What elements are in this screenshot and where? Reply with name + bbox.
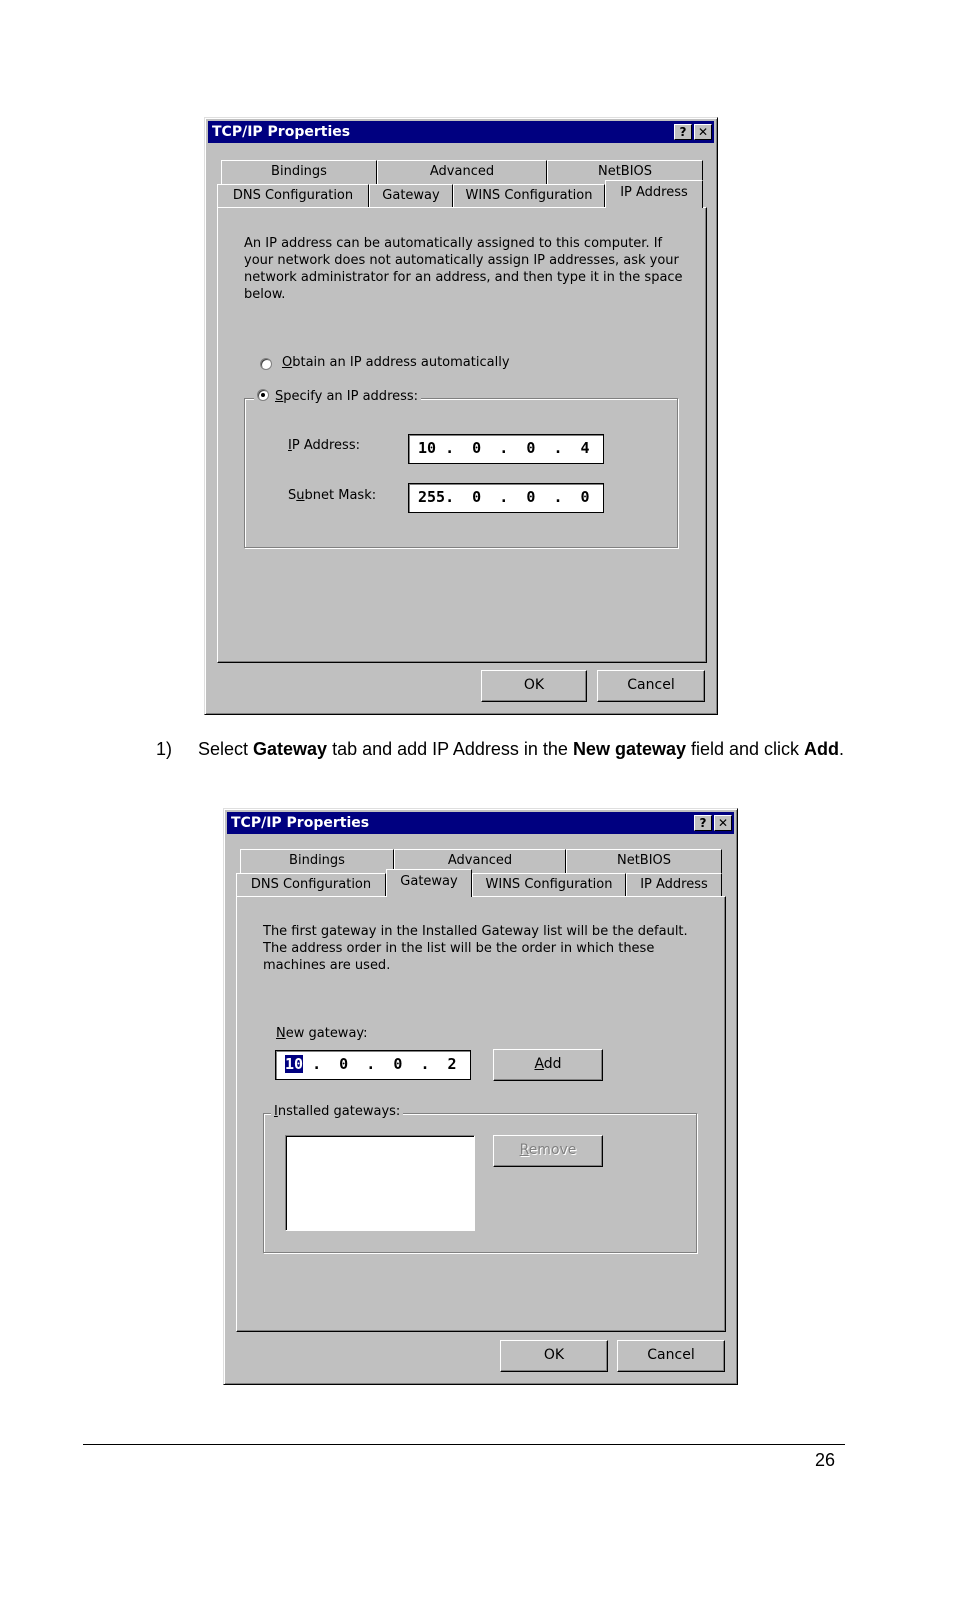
tcpip-dialog-gateway	[223, 808, 738, 1385]
installed-gateways-text: nstalled gateways:	[277, 1104, 401, 1119]
tab-gateway[interactable]: Gateway	[369, 184, 453, 208]
help-button[interactable]: ?	[674, 124, 692, 140]
subnet-mask-text: bnet Mask:	[304, 488, 377, 503]
tab-advanced[interactable]: Advanced	[394, 849, 566, 873]
step-text	[198, 738, 858, 760]
subnet-mask-text-a: S	[288, 488, 297, 503]
new-gateway-field[interactable]	[275, 1050, 471, 1080]
ip-address-label	[288, 438, 360, 453]
installed-gateways-accesskey: I	[274, 1104, 278, 1119]
new-gateway-accesskey: N	[276, 1026, 286, 1041]
ip-description: An IP address can be automatically assigned to this computer. If your network does not automatically assign IP addresses, ask your network administrator for an address, and then type it in the space below.	[244, 236, 683, 302]
ip-address-text: P Address:	[291, 438, 360, 453]
tab-bindings[interactable]: Bindings	[240, 849, 394, 873]
ok-button[interactable]: OK	[481, 670, 587, 702]
gateway-description: The first gateway in the Installed Gateway list will be the default. The address order in the list will be the order in which these machines are used.	[263, 924, 688, 973]
step-text-add: Add	[804, 739, 840, 759]
subnet-mask-accesskey: u	[296, 488, 305, 503]
gateway-value-rest: . 0 . 0 . 2	[303, 1055, 457, 1073]
cancel-button[interactable]: Cancel	[617, 1340, 725, 1372]
new-gateway-text: ew gateway:	[285, 1026, 368, 1041]
specify-ip-text: pecify an IP address:	[283, 389, 419, 404]
ok-button[interactable]: OK	[500, 1340, 608, 1372]
tab-panel	[217, 207, 707, 663]
installed-gateways-list[interactable]	[285, 1135, 475, 1231]
subnet-mask-label	[288, 488, 376, 503]
new-gateway-label	[276, 1026, 368, 1041]
tab-netbios[interactable]: NetBIOS	[566, 849, 722, 873]
specify-ip-radio[interactable]	[257, 389, 269, 401]
page-number: 26	[815, 1450, 836, 1470]
tab-wins-configuration[interactable]: WINS Configuration	[472, 873, 626, 897]
installed-gateways-legend	[271, 1104, 403, 1119]
tab-gateway[interactable]: Gateway	[386, 869, 472, 897]
add-button[interactable]	[493, 1049, 603, 1081]
close-button[interactable]: ✕	[714, 815, 732, 831]
step-text-2: tab and add IP Address in the	[327, 739, 573, 759]
obtain-ip-accesskey: O	[282, 355, 293, 370]
help-button[interactable]: ?	[694, 815, 712, 831]
footer-rule	[83, 1444, 845, 1445]
close-button[interactable]: ✕	[694, 124, 712, 140]
cancel-button[interactable]: Cancel	[597, 670, 705, 702]
tab-dns-configuration[interactable]: DNS Configuration	[236, 873, 386, 897]
remove-accesskey: R	[519, 1142, 529, 1158]
step-text-4: .	[839, 739, 845, 759]
remove-text: emove	[528, 1142, 577, 1158]
title-bar[interactable]	[227, 812, 734, 834]
dialog-title: TCP/IP Properties	[212, 124, 351, 140]
specify-ip-group	[244, 398, 678, 548]
tab-ip-address[interactable]: IP Address	[626, 873, 722, 897]
step-text-3: field and click	[685, 739, 805, 759]
tab-dns-configuration[interactable]: DNS Configuration	[217, 184, 369, 208]
obtain-ip-label[interactable]	[282, 355, 510, 370]
tab-bindings[interactable]: Bindings	[221, 160, 377, 184]
tab-panel	[236, 896, 726, 1332]
step-number: 1)	[156, 739, 173, 759]
dialog-title: TCP/IP Properties	[231, 815, 370, 831]
tab-netbios[interactable]: NetBIOS	[547, 160, 703, 184]
gateway-selected-octet: 10	[285, 1055, 304, 1073]
specify-ip-accesskey: S	[275, 389, 284, 404]
obtain-ip-radio[interactable]	[260, 358, 272, 370]
step-text-1: Select	[198, 739, 254, 759]
ip-address-accesskey: I	[288, 438, 292, 453]
add-accesskey: A	[534, 1056, 544, 1072]
tab-advanced[interactable]: Advanced	[377, 160, 547, 184]
remove-button[interactable]	[493, 1135, 603, 1167]
ip-address-field[interactable]: 10 . 0 . 0 . 4	[408, 434, 604, 464]
step-text-gateway: Gateway	[253, 739, 328, 759]
subnet-mask-field[interactable]: 255. 0 . 0 . 0	[408, 483, 604, 513]
tab-wins-configuration[interactable]: WINS Configuration	[453, 184, 605, 208]
step-text-new-gateway: New gateway	[572, 739, 686, 759]
add-text: dd	[543, 1056, 562, 1072]
title-bar[interactable]	[208, 121, 714, 143]
radio-selected-dot	[261, 393, 265, 397]
obtain-ip-text: btain an IP address automatically	[292, 355, 510, 370]
tcpip-dialog-ip-address	[204, 117, 718, 715]
specify-ip-legend[interactable]	[254, 389, 421, 404]
tab-ip-address[interactable]: IP Address	[605, 180, 703, 208]
